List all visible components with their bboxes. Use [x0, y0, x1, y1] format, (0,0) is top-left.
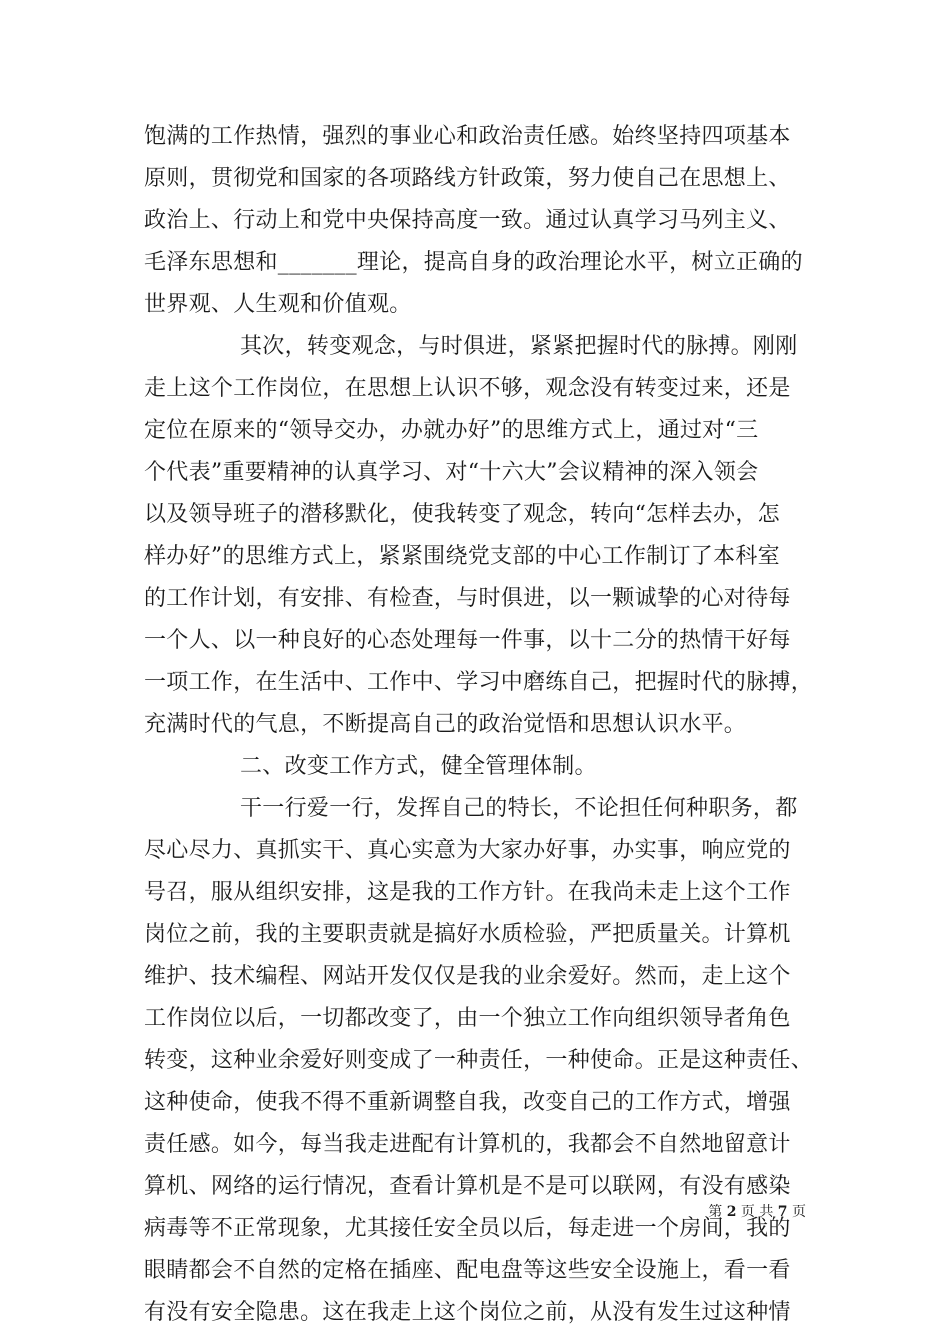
total-pages-number: 7: [777, 1204, 788, 1220]
text-line: 号召，服从组织安排，这是我的工作方针。在我尚未走上这个工作: [144, 880, 791, 905]
body-text: [144, 116, 824, 1334]
page-number-footer: [708, 1202, 806, 1222]
text-line: 走上这个工作岗位，在思想上认识不够，观念没有转变过来，还是: [144, 376, 791, 401]
footer-suffix: 页: [792, 1204, 806, 1220]
text-line: 毛泽东思想和_______理论，提高自身的政治理论水平，树立正确的: [144, 250, 803, 275]
text-line: 原则，贯彻党和国家的各项路线方针政策，努力使自己在思想上、: [144, 166, 791, 191]
text-line: 一个人、以一种良好的心态处理每一件事，以十二分的热情干好每: [144, 628, 791, 653]
text-line: 有没有安全隐患。这在我走上这个岗位之前，从没有发生过这种情: [144, 1300, 791, 1325]
text-line: 个代表”重要精神的认真学习、对“十六大”会议精神的深入领会: [144, 460, 759, 485]
text-line: 工作岗位以后，一切都改变了，由一个独立工作向组织领导者角色: [144, 1006, 791, 1031]
text-line: 眼睛都会不自然的定格在插座、配电盘等这些安全设施上，看一看: [144, 1258, 791, 1283]
text-line: 饱满的工作热情，强烈的事业心和政治责任感。始终坚持四项基本: [144, 124, 791, 149]
text-line: 病毒等不正常现象，尤其接任安全员以后，每走进一个房间，我的: [144, 1216, 791, 1241]
text-line: 责任感。如今，每当我走进配有计算机的，我都会不自然地留意计: [144, 1132, 791, 1157]
text-line: 样办好”的思维方式上，紧紧围绕党支部的中心工作制订了本科室: [144, 544, 780, 569]
text-line: 这种使命，使我不得不重新调整自我，改变自己的工作方式，增强: [144, 1090, 791, 1115]
text-line: 岗位之前，我的主要职责就是搞好水质检验，严把质量关。计算机: [144, 922, 791, 947]
text-line: 以及领导班子的潜移默化，使我转变了观念，转向“怎样去办，怎: [144, 502, 780, 527]
footer-middle: 页 共: [740, 1204, 774, 1220]
text-line: 政治上、行动上和党中央保持高度一致。通过认真学习马列主义、: [144, 208, 791, 233]
text-line: 的工作计划，有安排、有检查，与时俱进，以一颗诚挚的心对待每: [144, 586, 791, 611]
text-line: 定位在原来的“领导交办，办就办好”的思维方式上，通过对“三: [144, 418, 759, 443]
current-page-number: 2: [726, 1204, 737, 1220]
text-line: 转变，这种业余爱好则变成了一种责任，一种使命。正是这种责任、: [144, 1048, 814, 1073]
text-line: 算机、网络的运行情况，查看计算机是不是可以联网，有没有感染: [144, 1174, 791, 1199]
text-line: 一项工作，在生活中、工作中、学习中磨练自己，把握时代的脉搏，: [144, 670, 814, 695]
paragraph-start-line: 其次，转变观念，与时俱进，紧紧把握时代的脉搏。刚刚: [240, 334, 798, 359]
text-line: 世界观、人生观和价值观。: [144, 292, 412, 317]
footer-prefix: 第: [708, 1204, 723, 1220]
text-line: 维护、技术编程、网站开发仅仅是我的业余爱好。然而，走上这个: [144, 964, 791, 989]
text-line: 充满时代的气息，不断提高自己的政治觉悟和思想认识水平。: [144, 712, 747, 737]
paragraph-start-line: 干一行爱一行，发挥自己的特长，不论担任何种职务，都: [240, 796, 798, 821]
section-heading: 二、改变工作方式，健全管理体制。: [240, 754, 597, 779]
text-line: 尽心尽力、真抓实干、真心实意为大家办好事，办实事，响应党的: [144, 838, 791, 863]
